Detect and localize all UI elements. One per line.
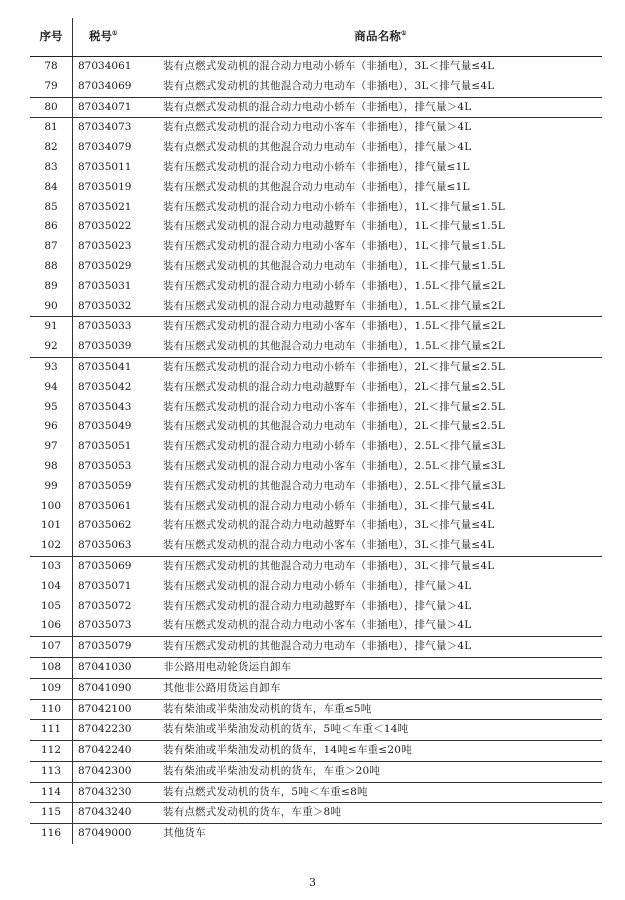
row-seq: 108 <box>30 657 73 678</box>
table-row <box>30 803 602 824</box>
row-tax-code: 87035023 <box>78 240 132 253</box>
row-product-name: 装有点燃式发动机的混合动力电动小客车（非插电），排气量＞4L <box>159 118 602 138</box>
row-product-name: 装有柴油或半柴油发动机的货车，车重≤5吨 <box>159 699 602 720</box>
footnote-mark: ① <box>112 30 118 38</box>
row-tax-code: 87041090 <box>73 678 160 699</box>
row-product-name: 装有压燃式发动机的混合动力电动小轿车（非插电），排气量＞4L <box>163 579 472 592</box>
row-seq: 84 <box>30 178 73 198</box>
row-seq: 86 <box>30 217 73 237</box>
row-seq: 81 <box>30 118 73 138</box>
row-product-name: 装有压燃式发动机的混合动力电动越野车（非插电），1L＜排气量≤1.5L <box>163 220 505 233</box>
row-product-name: 装有压燃式发动机的混合动力电动小轿车（非插电），排气量≤1L <box>163 160 470 173</box>
table-row <box>30 741 602 762</box>
row-product-name: 装有压燃式发动机的混合动力电动小轿车（非插电），1L＜排气量≤1.5L <box>163 200 505 213</box>
table-row <box>30 417 602 437</box>
row-product-name: 装有压燃式发动机的混合动力电动小轿车（非插电），2L＜排气量≤2.5L <box>159 357 602 377</box>
row-product-name: 装有压燃式发动机的混合动力电动越野车（非插电），3L＜排气量≤4L <box>163 519 495 532</box>
table-row <box>30 616 602 636</box>
row-product-name: 非公路用电动轮货运自卸车 <box>159 657 602 678</box>
table-row <box>30 782 602 803</box>
row-tax-code: 87035011 <box>78 160 132 173</box>
row-product-name: 装有压燃式发动机的混合动力电动小客车（非插电），1.5L＜排气量≤2L <box>159 317 602 337</box>
row-tax-code: 87034079 <box>78 141 132 154</box>
row-tax-code: 87035053 <box>78 459 132 472</box>
table-row <box>30 277 602 297</box>
row-product-name: 装有点燃式发动机的货车，5吨＜车重≤8吨 <box>159 782 602 803</box>
row-seq: 102 <box>30 536 73 556</box>
row-tax-code: 87042100 <box>73 699 160 720</box>
row-product-name: 其他货车 <box>159 824 602 844</box>
table-row <box>30 824 602 844</box>
row-tax-code: 87035041 <box>73 357 160 377</box>
table-row <box>30 237 602 257</box>
table-row <box>30 118 602 138</box>
table-row <box>30 437 602 457</box>
row-product-name: 装有压燃式发动机的其他混合动力电动车（非插电），2L＜排气量≤2.5L <box>163 420 505 433</box>
row-seq: 113 <box>30 761 73 782</box>
row-product-name: 装有压燃式发动机的其他混合动力电动车（非插电），排气量＞4L <box>159 637 602 658</box>
row-product-name: 装有压燃式发动机的其他混合动力电动车（非插电），排气量≤1L <box>163 180 470 193</box>
page-number: 3 <box>309 876 316 889</box>
table-row <box>30 378 602 398</box>
row-tax-code: 87034069 <box>78 79 132 92</box>
row-seq: 115 <box>30 803 73 824</box>
table-row <box>30 97 602 118</box>
row-tax-code: 87034073 <box>73 118 160 138</box>
row-tax-code: 87035043 <box>78 400 132 413</box>
table-header-row <box>30 18 602 57</box>
row-seq: 116 <box>30 824 73 844</box>
row-seq: 110 <box>30 699 73 720</box>
table-row <box>30 77 602 97</box>
table-row <box>30 398 602 418</box>
row-product-name: 装有点燃式发动机的其他混合动力电动车（非插电），排气量＞4L <box>163 141 472 154</box>
table-row <box>30 497 602 517</box>
row-tax-code: 87035042 <box>78 380 132 393</box>
row-tax-code: 87035062 <box>78 519 132 532</box>
table-body <box>30 57 602 845</box>
row-tax-code: 87035049 <box>78 420 132 433</box>
row-tax-code: 87035061 <box>78 499 132 512</box>
row-product-name: 装有点燃式发动机的混合动力电动小轿车（非插电），3L＜排气量≤4L <box>163 60 495 72</box>
row-seq: 89 <box>30 277 73 297</box>
row-tax-code: 87035072 <box>78 599 132 612</box>
row-tax-code: 87035079 <box>73 637 160 658</box>
table-row <box>30 556 602 576</box>
table-row <box>30 217 602 237</box>
row-seq: 112 <box>30 741 73 762</box>
row-seq: 90 <box>30 297 73 317</box>
row-product-name: 装有点燃式发动机的货车，车重＞8吨 <box>159 803 602 824</box>
row-seq: 106 <box>30 616 73 636</box>
table-row <box>30 337 602 357</box>
row-product-name: 装有压燃式发动机的混合动力电动越野车（非插电），排气量＞4L <box>163 599 472 612</box>
row-product-name: 装有柴油或半柴油发动机的货车，5吨＜车重＜14吨 <box>159 720 602 741</box>
row-tax-code: 87035019 <box>78 180 132 193</box>
row-seq: 100 <box>30 497 73 517</box>
row-seq: 105 <box>30 597 73 617</box>
table-row <box>30 637 602 658</box>
row-product-name: 装有压燃式发动机的混合动力电动小客车（非插电），2L＜排气量≤2.5L <box>163 400 505 413</box>
table-row <box>30 597 602 617</box>
row-tax-code: 87041030 <box>73 657 160 678</box>
table-row <box>30 678 602 699</box>
row-tax-code: 87035033 <box>73 317 160 337</box>
table-row <box>30 477 602 497</box>
table-row <box>30 699 602 720</box>
tariff-table <box>30 18 602 844</box>
row-tax-code: 87035022 <box>78 220 132 233</box>
row-seq: 103 <box>30 556 73 576</box>
row-seq: 104 <box>30 577 73 597</box>
row-tax-code: 87035051 <box>78 440 132 453</box>
row-product-name: 装有压燃式发动机的混合动力电动小轿车（非插电），2.5L＜排气量≤3L <box>163 440 505 453</box>
row-tax-code: 87042240 <box>73 741 160 762</box>
table-row <box>30 457 602 477</box>
header-seq: 序号 <box>30 18 73 57</box>
table-row <box>30 297 602 317</box>
row-seq: 97 <box>30 437 73 457</box>
row-seq: 99 <box>30 477 73 497</box>
row-tax-code: 87034061 <box>78 60 132 72</box>
row-product-name: 其他非公路用货运自卸车 <box>159 678 602 699</box>
row-tax-code: 87035031 <box>78 279 132 292</box>
row-tax-code: 87035021 <box>78 200 132 213</box>
row-seq: 78 <box>30 57 73 77</box>
row-seq: 87 <box>30 237 73 257</box>
table-row <box>30 720 602 741</box>
row-tax-code: 87035059 <box>78 479 132 492</box>
table-row <box>30 761 602 782</box>
row-seq: 79 <box>30 77 73 97</box>
row-seq: 109 <box>30 678 73 699</box>
row-product-name: 装有压燃式发动机的其他混合动力电动车（非插电），2.5L＜排气量≤3L <box>163 479 505 492</box>
row-product-name: 装有压燃式发动机的混合动力电动小客车（非插电），排气量＞4L <box>163 619 472 632</box>
row-seq: 93 <box>30 357 73 377</box>
row-seq: 111 <box>30 720 73 741</box>
row-product-name: 装有压燃式发动机的其他混合动力电动车（非插电），3L＜排气量≤4L <box>159 556 602 576</box>
row-tax-code: 87035073 <box>78 619 132 632</box>
row-seq: 98 <box>30 457 73 477</box>
row-seq: 114 <box>30 782 73 803</box>
row-tax-code: 87035063 <box>78 539 132 552</box>
row-seq: 107 <box>30 637 73 658</box>
row-product-name: 装有柴油或半柴油发动机的货车，车重＞20吨 <box>159 761 602 782</box>
table-row <box>30 317 602 337</box>
row-product-name: 装有压燃式发动机的混合动力电动小客车（非插电），2.5L＜排气量≤3L <box>163 459 505 472</box>
table-row <box>30 158 602 178</box>
header-name: 商品名称① <box>159 18 602 57</box>
row-seq: 96 <box>30 417 73 437</box>
row-seq: 92 <box>30 337 73 357</box>
row-product-name: 装有点燃式发动机的混合动力电动小轿车（非插电），排气量＞4L <box>159 97 602 118</box>
row-seq: 95 <box>30 398 73 418</box>
row-product-name: 装有压燃式发动机的混合动力电动小轿车（非插电），3L＜排气量≤4L <box>163 499 495 512</box>
row-tax-code: 87049000 <box>73 824 160 844</box>
row-tax-code: 87042300 <box>73 761 160 782</box>
row-tax-code: 87034071 <box>73 97 160 118</box>
row-product-name: 装有压燃式发动机的其他混合动力电动车（非插电），1L＜排气量≤1.5L <box>163 259 505 272</box>
footnote-mark: ① <box>401 30 407 38</box>
row-seq: 88 <box>30 257 73 277</box>
table-row <box>30 357 602 377</box>
row-tax-code: 87035071 <box>78 579 132 592</box>
row-seq: 101 <box>30 516 73 536</box>
table-row <box>30 657 602 678</box>
row-product-name: 装有压燃式发动机的混合动力电动小轿车（非插电），1.5L＜排气量≤2L <box>163 279 505 292</box>
table-row <box>30 57 602 77</box>
row-tax-code: 87035039 <box>78 340 132 353</box>
row-tax-code: 87043230 <box>73 782 160 803</box>
row-product-name: 装有压燃式发动机的混合动力电动小客车（非插电），1L＜排气量≤1.5L <box>163 240 505 253</box>
row-product-name: 装有点燃式发动机的其他混合动力电动车（非插电），3L＜排气量≤4L <box>163 79 495 92</box>
row-tax-code: 87043240 <box>73 803 160 824</box>
row-product-name: 装有压燃式发动机的混合动力电动小客车（非插电），3L＜排气量≤4L <box>163 539 495 552</box>
row-seq: 91 <box>30 317 73 337</box>
table-row <box>30 138 602 158</box>
row-product-name: 装有柴油或半柴油发动机的货车，14吨≤车重≤20吨 <box>159 741 602 762</box>
row-tax-code: 87042230 <box>73 720 160 741</box>
row-seq: 83 <box>30 158 73 178</box>
row-tax-code: 87035029 <box>78 259 132 272</box>
row-product-name: 装有压燃式发动机的其他混合动力电动车（非插电），1.5L＜排气量≤2L <box>163 340 505 353</box>
row-tax-code: 87035032 <box>78 299 132 312</box>
table-row <box>30 536 602 556</box>
table-row <box>30 577 602 597</box>
row-product-name: 装有压燃式发动机的混合动力电动越野车（非插电），2L＜排气量≤2.5L <box>163 380 505 393</box>
row-seq: 82 <box>30 138 73 158</box>
row-seq: 85 <box>30 198 73 218</box>
table-row <box>30 257 602 277</box>
row-seq: 94 <box>30 378 73 398</box>
table-row <box>30 198 602 218</box>
table-row <box>30 516 602 536</box>
row-seq: 80 <box>30 97 73 118</box>
table-row <box>30 178 602 198</box>
header-code: 税号① <box>73 18 160 57</box>
row-tax-code: 87035069 <box>73 556 160 576</box>
row-product-name: 装有压燃式发动机的混合动力电动越野车（非插电），1.5L＜排气量≤2L <box>163 299 505 312</box>
